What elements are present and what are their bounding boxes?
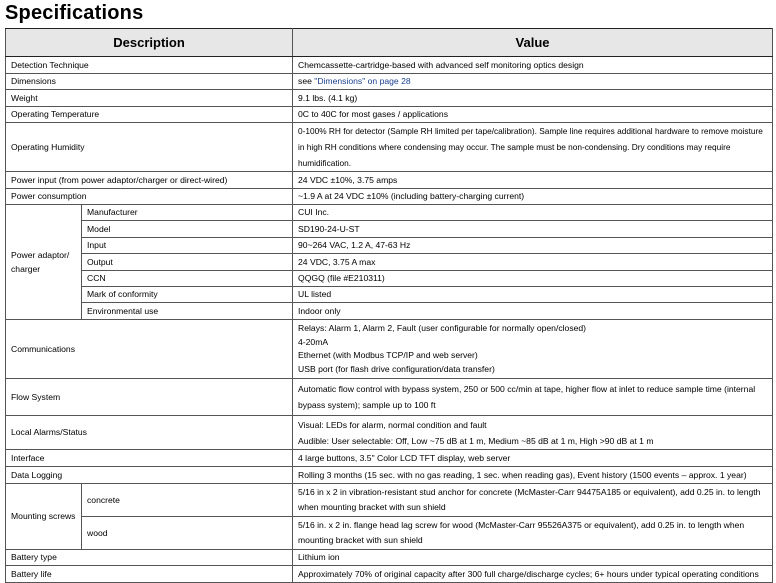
row-label: Interface [6, 450, 293, 467]
alarm-visual-line: Visual: LEDs for alarm, normal condition and fault [298, 419, 487, 430]
table-row [6, 57, 773, 74]
sub-label: Manufacturer [82, 205, 293, 221]
row-value: 24 VDC, 3.75 A max [293, 254, 773, 271]
row-value: Chemcassette-cartridge-based with advanced self monitoring optics design [293, 57, 773, 74]
row-label: Power input (from power adaptor/charger or direct-wired) [6, 172, 293, 189]
table-row [6, 416, 773, 450]
sub-label: Input [82, 238, 293, 254]
table-row [6, 238, 773, 254]
row-label: Operating Humidity [6, 123, 293, 172]
row-value: Indoor only [293, 303, 773, 320]
sub-label: concrete [82, 484, 293, 517]
row-value [293, 320, 773, 379]
row-value: Rolling 3 months (15 sec. with no gas reading, 1 sec. when reading gas), Event history (1500 events – approx. 1 year) [293, 467, 773, 484]
sub-label: wood [82, 517, 293, 550]
row-value: 0-100% RH for detector (Sample RH limited per tape/calibration). Sample line requires additional hardware to remove moisture in high RH conditions where condensing may occur. The sample must be non-condensing. Dry conditions may require humidification. [293, 123, 773, 172]
table-row [6, 123, 773, 172]
comm-line: Relays: Alarm 1, Alarm 2, Fault (user configurable for normally open/closed) [298, 323, 587, 333]
row-value: QQGQ (file #E210311) [293, 271, 773, 287]
table-row [6, 379, 773, 416]
table-row [6, 90, 773, 107]
table-row [6, 303, 773, 320]
table-row [6, 221, 773, 238]
table-row [6, 287, 773, 303]
row-label: Operating Temperature [6, 107, 293, 123]
sub-label: Environmental use [82, 303, 293, 320]
row-label: Battery life [6, 566, 293, 583]
table-row [6, 566, 773, 583]
row-value: UL listed [293, 287, 773, 303]
comm-line: USB port (for flash drive configuration/data transfer) [298, 363, 495, 374]
group-label-power-adaptor: Power adaptor/ charger [6, 205, 82, 320]
row-value: CUI Inc. [293, 205, 773, 221]
table-row [6, 484, 773, 517]
group-label-mounting: Mounting screws [6, 484, 82, 550]
row-label: Power consumption [6, 189, 293, 205]
row-value: 4 large buttons, 3.5" Color LCD TFT display, web server [293, 450, 773, 467]
comm-line: Ethernet (with Modbus TCP/IP and web server) [298, 350, 478, 360]
row-label: Communications [6, 320, 293, 379]
row-value: 5/16 in. x 2 in. flange head lag screw for wood (McMaster-Carr 95526A375 or equivalent), add 0.25 in. to length when mounting bracket with sun shield [293, 517, 773, 550]
row-value: Lithium ion [293, 550, 773, 566]
table-row [6, 271, 773, 287]
row-value [293, 416, 773, 450]
table-row [6, 254, 773, 271]
row-label: Weight [6, 90, 293, 107]
table-row [6, 517, 773, 550]
value-prefix: see [298, 76, 315, 86]
sub-label: Model [82, 221, 293, 238]
dimensions-page-link[interactable]: "Dimensions" on page 28 [314, 76, 411, 86]
row-label: Detection Technique [6, 57, 293, 74]
table-row [6, 320, 773, 379]
sub-label: Mark of conformity [82, 287, 293, 303]
row-value [293, 74, 773, 90]
row-label: Dimensions [6, 74, 293, 90]
row-value: Approximately 70% of original capacity after 300 full charge/discharge cycles; 6+ hours under typical operating conditions [293, 566, 773, 583]
table-row [6, 550, 773, 566]
row-label: Flow System [6, 379, 293, 416]
specifications-table [5, 28, 773, 583]
row-value: 90~264 VAC, 1.2 A, 47-63 Hz [293, 238, 773, 254]
row-label: Data Logging [6, 467, 293, 484]
table-row [6, 189, 773, 205]
row-value: Automatic flow control with bypass system, 250 or 500 cc/min at tape, higher flow at inlet to reduce sample time (internal bypass system); sample up to 100 ft [293, 379, 773, 416]
page-title: Specifications [5, 2, 144, 24]
row-value: SD190-24-U-ST [293, 221, 773, 238]
row-label: Local Alarms/Status [6, 416, 293, 450]
row-label: Battery type [6, 550, 293, 566]
table-row [6, 205, 773, 221]
table-row [6, 172, 773, 189]
table-row [6, 467, 773, 484]
row-value: 0C to 40C for most gases / applications [293, 107, 773, 123]
table-row [6, 74, 773, 90]
row-value: 9.1 lbs. (4.1 kg) [293, 90, 773, 107]
sub-label: CCN [82, 271, 293, 287]
row-value: 24 VDC ±10%, 3.75 amps [293, 172, 773, 189]
table-header-row [6, 29, 773, 57]
sub-label: Output [82, 254, 293, 271]
table-row [6, 107, 773, 123]
alarm-audible-line: Audible: User selectable: Off, Low ~75 dB at 1 m, Medium ~85 dB at 1 m, High >90 dB at 1 m [298, 435, 654, 446]
table-row [6, 450, 773, 467]
row-value: ~1.9 A at 24 VDC ±10% (including battery-charging current) [293, 189, 773, 205]
description-column-header: Description [6, 29, 293, 57]
row-value: 5/16 in x 2 in vibration-resistant stud anchor for concrete (McMaster-Carr 94475A185 or equivalent), add 0.25 in. to length when mounting bracket with sun shield [293, 484, 773, 517]
comm-line: 4-20mA [298, 336, 329, 347]
value-column-header: Value [293, 29, 773, 57]
